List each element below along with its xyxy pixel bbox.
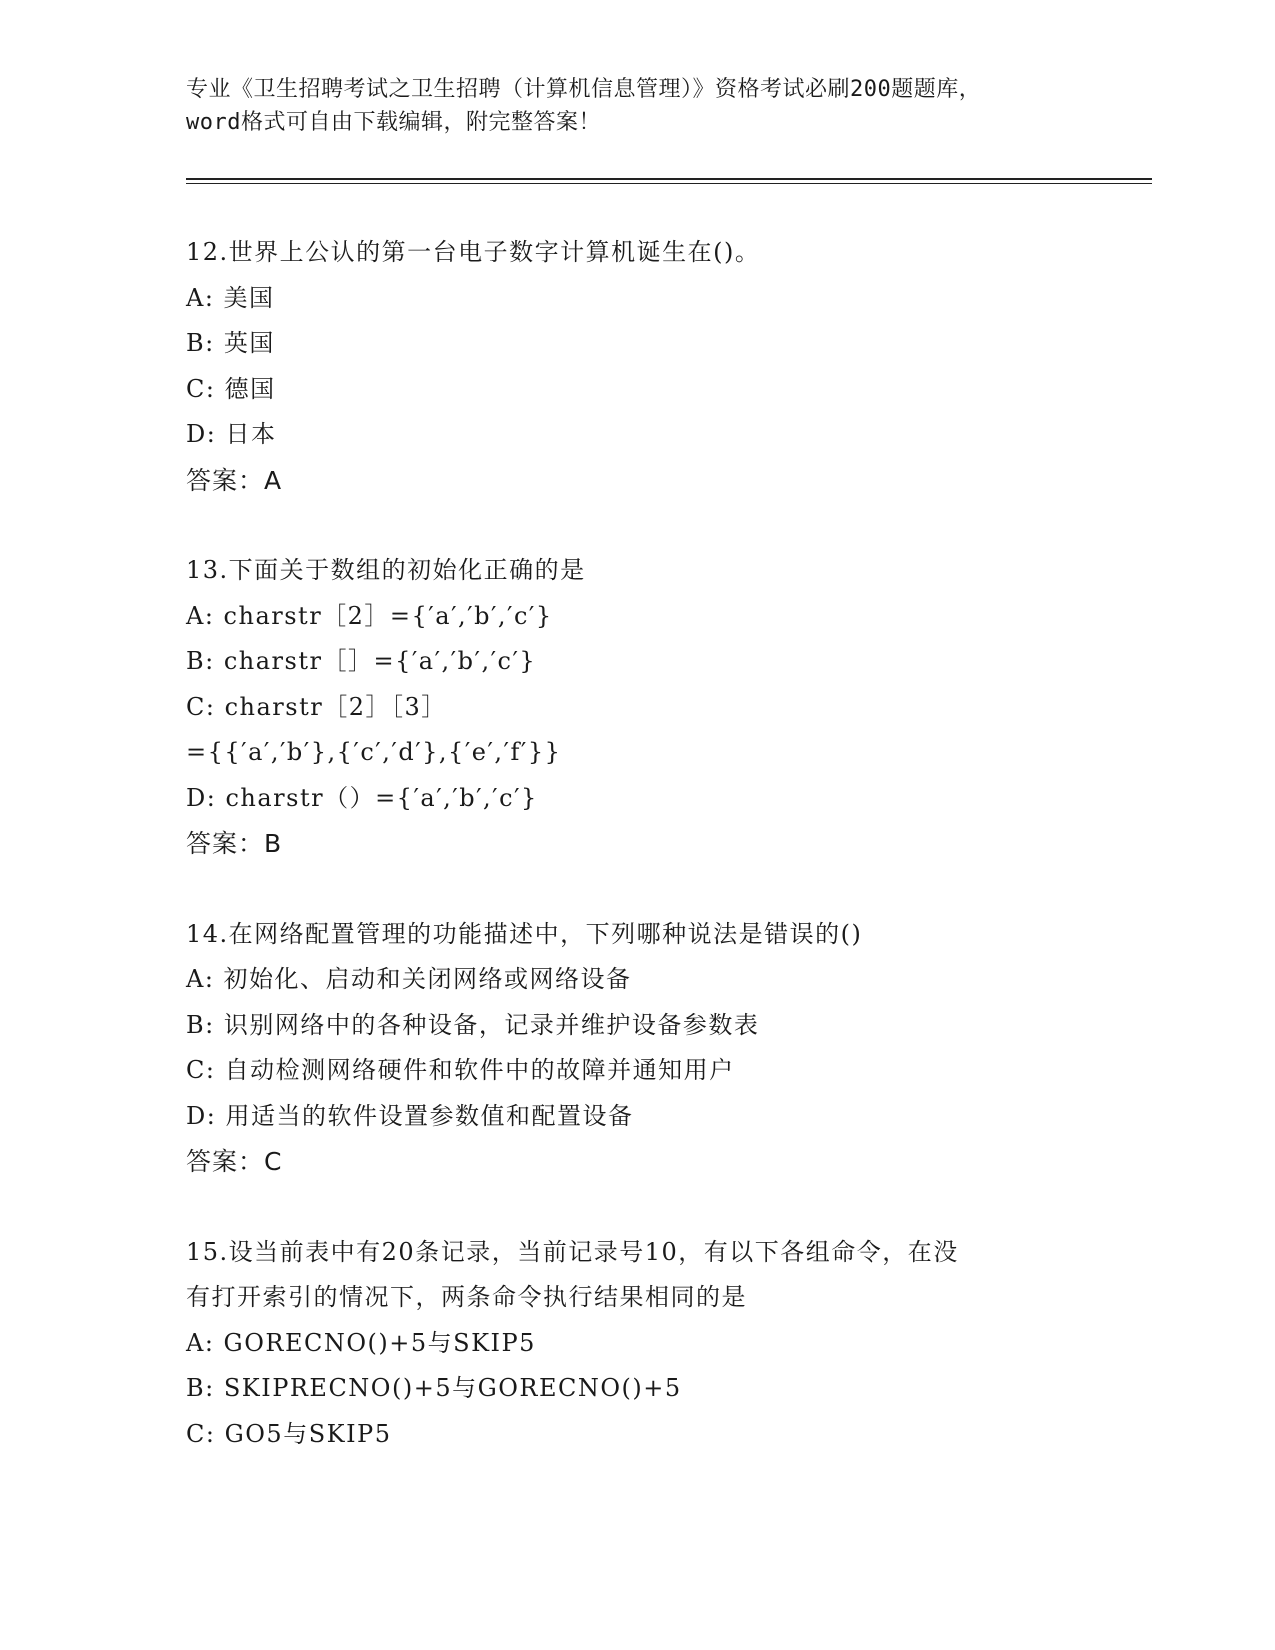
- option-d: D: charstr（）={′a′,′b′,′c′}: [186, 783, 538, 812]
- question-13: [186, 548, 1086, 867]
- option-c: C: charstr［2］［3］: [186, 692, 447, 721]
- option-a: A: GORECNO()+5与SKIP5: [186, 1328, 536, 1357]
- question-12: [186, 230, 1086, 503]
- answer-label: 答案：B: [186, 829, 283, 858]
- option-c: C: 自动检测网络硬件和软件中的故障并通知用户: [186, 1056, 735, 1084]
- option-b: B: 识别网络中的各种设备，记录并维护设备参数表: [186, 1010, 760, 1039]
- option-d: D: 用适当的软件设置参数值和配置设备: [186, 1101, 634, 1130]
- option-c-continued: ={{′a′,′b′},{′c′,′d′},{′e′,′f′}}: [186, 738, 562, 766]
- option-b: B: charstr［］={′a′,′b′,′c′}: [186, 647, 537, 675]
- document-header: [186, 73, 1086, 139]
- question-stem: 14.在网络配置管理的功能描述中，下列哪种说法是错误的(): [186, 919, 863, 948]
- option-c: C: 德国: [186, 374, 276, 403]
- option-a: A: 美国: [186, 283, 275, 312]
- question-stem-line-1: 15.设当前表中有20条记录，当前记录号10，有以下各组命令，在没: [186, 1237, 959, 1266]
- question-list: [186, 230, 1086, 1502]
- header-divider-thick: [186, 178, 1152, 180]
- question-stem: 13.下面关于数组的初始化正确的是: [186, 556, 586, 584]
- answer-label: 答案：C: [186, 1147, 283, 1176]
- option-a: A: charstr［2］={′a′,′b′,′c′}: [186, 601, 553, 630]
- question-14: [186, 912, 1086, 1185]
- option-a: A: 初始化、启动和关闭网络或网络设备: [186, 965, 632, 993]
- option-c: C: GO5与SKIP5: [186, 1419, 392, 1448]
- answer-label: 答案：A: [186, 465, 283, 495]
- header-line-2: word格式可自由下载编辑，附完整答案！: [186, 110, 601, 135]
- header-line-1: 专业《卫生招聘考试之卫生招聘（计算机信息管理）》资格考试必刷200题题库，: [186, 77, 982, 102]
- question-stem: 12.世界上公认的第一台电子数字计算机诞生在()。: [186, 238, 761, 266]
- option-d: D: 日本: [186, 420, 277, 448]
- question-stem-line-2: 有打开索引的情况下，两条命令执行结果相同的是: [186, 1283, 747, 1311]
- question-15: [186, 1230, 1086, 1458]
- option-b: B: 英国: [186, 329, 275, 357]
- header-divider-thin: [186, 183, 1152, 184]
- option-b: B: SKIPRECNO()+5与GORECNO()+5: [186, 1374, 682, 1402]
